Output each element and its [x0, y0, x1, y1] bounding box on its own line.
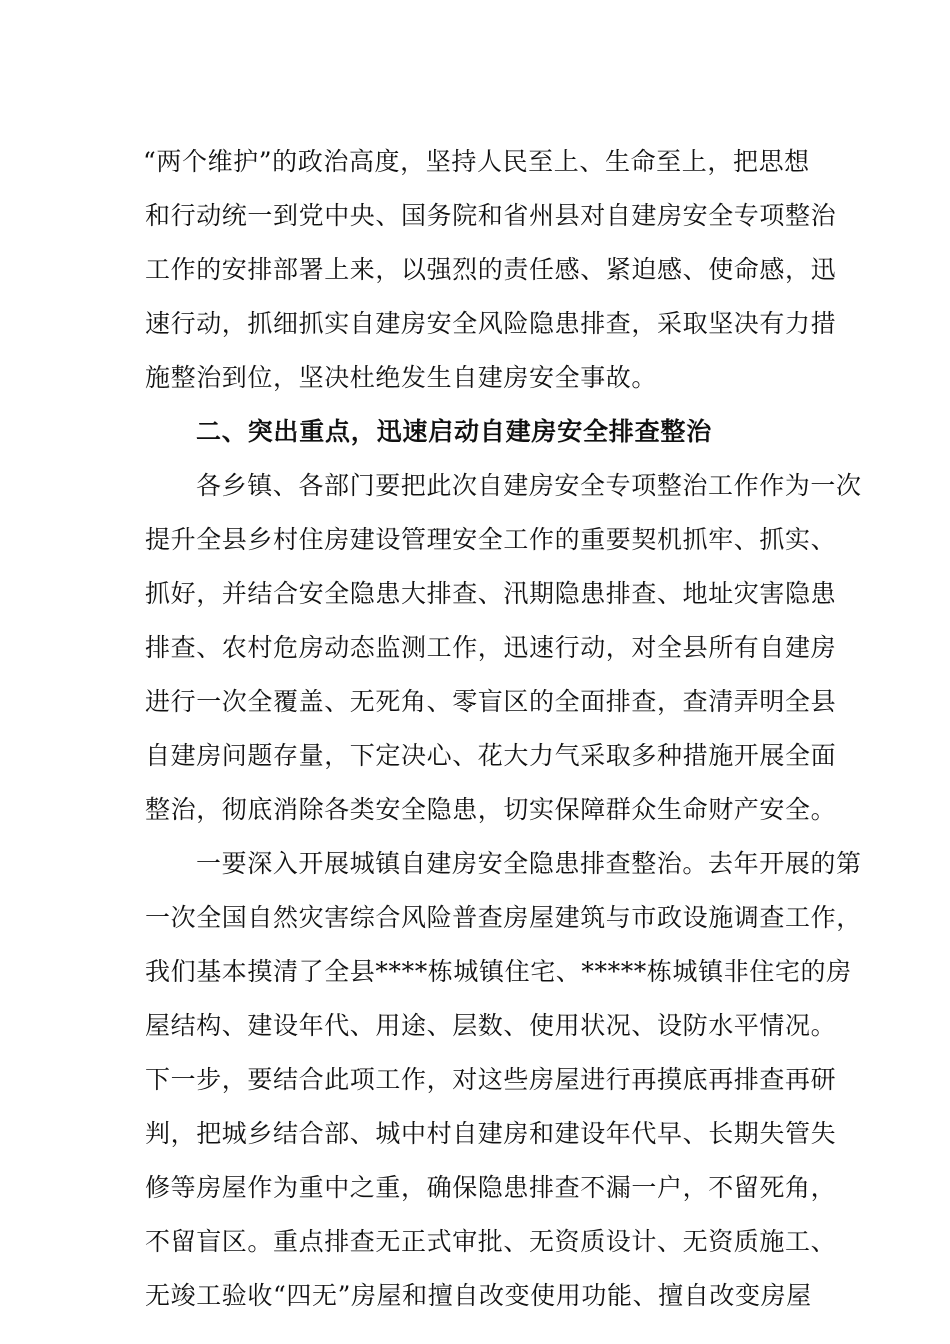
paragraph-3-line-7: 修等房屋作为重中之重，确保隐患排查不漏一户，不留死角， — [145, 1173, 837, 1202]
paragraph-2-line-7: 整治，彻底消除各类安全隐患，切实保障群众生命财产安全。 — [145, 795, 837, 824]
paragraph-3-line-8: 不留盲区。重点排查无正式审批、无资质设计、无资质施工、 — [145, 1227, 837, 1256]
paragraph-1-line-5: 施整治到位，坚决杜绝发生自建房安全事故。 — [145, 363, 658, 392]
paragraph-1-line-4: 速行动，抓细抓实自建房安全风险隐患排查，采取坚决有力措 — [145, 309, 837, 338]
paragraph-3-line-4: 屋结构、建设年代、用途、层数、使用状况、设防水平情况。 — [145, 1011, 837, 1040]
paragraph-1-line-1: “两个维护”的政治高度，坚持人民至上、生命至上，把思想 — [143, 147, 810, 176]
paragraph-3-line-3: 我们基本摸清了全县****栋城镇住宅、*****栋城镇非住宅的房 — [145, 957, 852, 986]
paragraph-3-line-1: 一要深入开展城镇自建房安全隐患排查整治。去年开展的第 — [196, 849, 862, 878]
section-heading: 二、突出重点，迅速启动自建房安全排查整治 — [196, 417, 713, 446]
paragraph-2-line-6: 自建房问题存量，下定决心、花大力气采取多种措施开展全面 — [145, 741, 837, 770]
paragraph-2-line-3: 抓好，并结合安全隐患大排查、汛期隐患排查、地址灾害隐患 — [145, 579, 837, 608]
paragraph-3-line-2: 一次全国自然灾害综合风险普查房屋建筑与市政设施调查工作， — [145, 903, 862, 932]
paragraph-2-line-2: 提升全县乡村住房建设管理安全工作的重要契机抓牢、抓实、 — [145, 525, 837, 554]
paragraph-3-line-6: 判，把城乡结合部、城中村自建房和建设年代早、长期失管失 — [145, 1119, 837, 1148]
paragraph-1-line-3: 工作的安排部署上来，以强烈的责任感、紧迫感、使命感，迅 — [145, 255, 837, 284]
paragraph-2-line-1: 各乡镇、各部门要把此次自建房安全专项整治工作作为一次 — [196, 471, 862, 500]
paragraph-3-line-5: 下一步，要结合此项工作，对这些房屋进行再摸底再排查再研 — [145, 1065, 837, 1094]
paragraph-2-line-4: 排查、农村危房动态监测工作，迅速行动，对全县所有自建房 — [145, 633, 837, 662]
paragraph-1-line-2: 和行动统一到党中央、国务院和省州县对自建房安全专项整治 — [145, 201, 837, 230]
paragraph-3-line-9: 无竣工验收“四无”房屋和擅自改变使用功能、擅自改变房屋 — [145, 1281, 812, 1310]
paragraph-2-line-5: 进行一次全覆盖、无死角、零盲区的全面排查，查清弄明全县 — [145, 687, 837, 716]
